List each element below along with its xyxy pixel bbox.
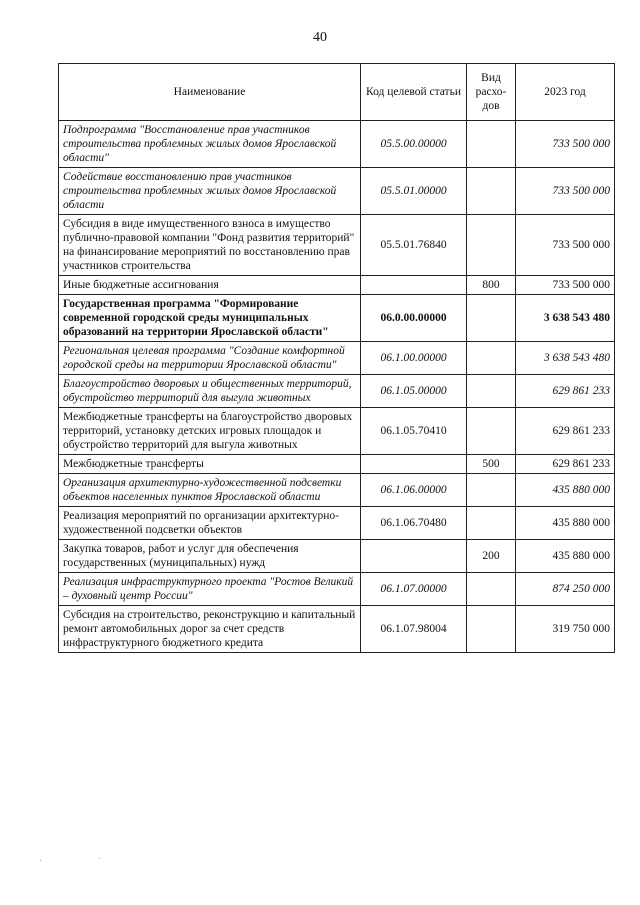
table-row	[59, 507, 615, 540]
cell-name: Реализация мероприятий по организации архитектурно-художественной подсветки объектов	[59, 507, 361, 540]
cell-code	[361, 276, 467, 295]
cell-name: Организация архитектурно-художественной подсветки объектов населенных пунктов Ярославской области	[59, 474, 361, 507]
table-body	[59, 121, 615, 653]
cell-amount: 435 880 000	[516, 474, 615, 507]
cell-name: Государственная программа "Формирование современной городской среды муниципальных образований на территории Ярославской области"	[59, 295, 361, 342]
cell-type	[467, 295, 516, 342]
table-row	[59, 474, 615, 507]
cell-type	[467, 408, 516, 455]
cell-type	[467, 342, 516, 375]
cell-name: Субсидия на строительство, реконструкцию и капитальный ремонт автомобильных дорог за счет средств инфраструктурного бюджетного кредита	[59, 606, 361, 653]
cell-amount: 733 500 000	[516, 121, 615, 168]
cell-name: Содействие восстановлению прав участников строительства проблемных жилых домов Ярославской области	[59, 168, 361, 215]
cell-name: Иные бюджетные ассигнования	[59, 276, 361, 295]
column-header-type: Вид расхо-дов	[467, 64, 516, 121]
cell-name: Благоустройство дворовых и общественных территорий, обустройство территорий для выгула животных	[59, 375, 361, 408]
cell-amount: 435 880 000	[516, 507, 615, 540]
cell-name: Межбюджетные трансферты	[59, 455, 361, 474]
cell-code	[361, 540, 467, 573]
cell-code: 06.1.07.00000	[361, 573, 467, 606]
cell-type: 800	[467, 276, 516, 295]
column-header-name: Наименование	[59, 64, 361, 121]
cell-amount: 733 500 000	[516, 215, 615, 276]
column-header-code: Код целевой статьи	[361, 64, 467, 121]
cell-type	[467, 507, 516, 540]
cell-type	[467, 474, 516, 507]
cell-type	[467, 121, 516, 168]
cell-name: Межбюджетные трансферты на благоустройство дворовых территорий, установку детских игровых площадок и обустройство территорий для выгула животных	[59, 408, 361, 455]
cell-type	[467, 573, 516, 606]
cell-code: 06.1.07.98004	[361, 606, 467, 653]
cell-amount: 733 500 000	[516, 276, 615, 295]
cell-name: Закупка товаров, работ и услуг для обеспечения государственных (муниципальных) нужд	[59, 540, 361, 573]
cell-amount: 629 861 233	[516, 408, 615, 455]
page-number: 40	[313, 30, 327, 45]
cell-amount: 874 250 000	[516, 573, 615, 606]
table-row	[59, 606, 615, 653]
cell-code: 05.5.01.00000	[361, 168, 467, 215]
cell-name: Реализация инфраструктурного проекта "Ростов Великий – духовный центр России"	[59, 573, 361, 606]
table-row	[59, 121, 615, 168]
cell-name: Субсидия в виде имущественного взноса в имущество публично-правовой компании "Фонд развития территорий" на финансирование мероприятий по восстановлению прав участников строительства	[59, 215, 361, 276]
table-row	[59, 295, 615, 342]
cell-amount: 319 750 000	[516, 606, 615, 653]
scan-mark: '	[40, 858, 42, 868]
cell-type	[467, 375, 516, 408]
table-row	[59, 342, 615, 375]
cell-amount: 629 861 233	[516, 455, 615, 474]
cell-code: 06.1.05.70410	[361, 408, 467, 455]
cell-code: 06.1.06.70480	[361, 507, 467, 540]
cell-code: 05.5.00.00000	[361, 121, 467, 168]
table-row	[59, 168, 615, 215]
cell-code	[361, 455, 467, 474]
cell-type: 200	[467, 540, 516, 573]
table-row	[59, 215, 615, 276]
cell-code: 05.5.01.76840	[361, 215, 467, 276]
budget-table	[58, 63, 615, 653]
scan-mark: ·	[98, 853, 101, 863]
table-row	[59, 408, 615, 455]
table-header-row	[59, 64, 615, 121]
cell-amount: 3 638 543 480	[516, 295, 615, 342]
table-row	[59, 276, 615, 295]
table-row	[59, 573, 615, 606]
cell-name: Региональная целевая программа "Создание комфортной городской среды на территории Ярославской области"	[59, 342, 361, 375]
cell-amount: 3 638 543 480	[516, 342, 615, 375]
cell-code: 06.1.06.00000	[361, 474, 467, 507]
cell-type	[467, 215, 516, 276]
cell-code: 06.1.05.00000	[361, 375, 467, 408]
cell-code: 06.1.00.00000	[361, 342, 467, 375]
cell-amount: 733 500 000	[516, 168, 615, 215]
table-row	[59, 375, 615, 408]
cell-type: 500	[467, 455, 516, 474]
table-row	[59, 540, 615, 573]
cell-code: 06.0.00.00000	[361, 295, 467, 342]
column-header-amount: 2023 год	[516, 64, 615, 121]
cell-amount: 629 861 233	[516, 375, 615, 408]
cell-type	[467, 168, 516, 215]
cell-amount: 435 880 000	[516, 540, 615, 573]
cell-name: Подпрограмма "Восстановление прав участников строительства проблемных жилых домов Ярославской области"	[59, 121, 361, 168]
table-row	[59, 455, 615, 474]
cell-type	[467, 606, 516, 653]
